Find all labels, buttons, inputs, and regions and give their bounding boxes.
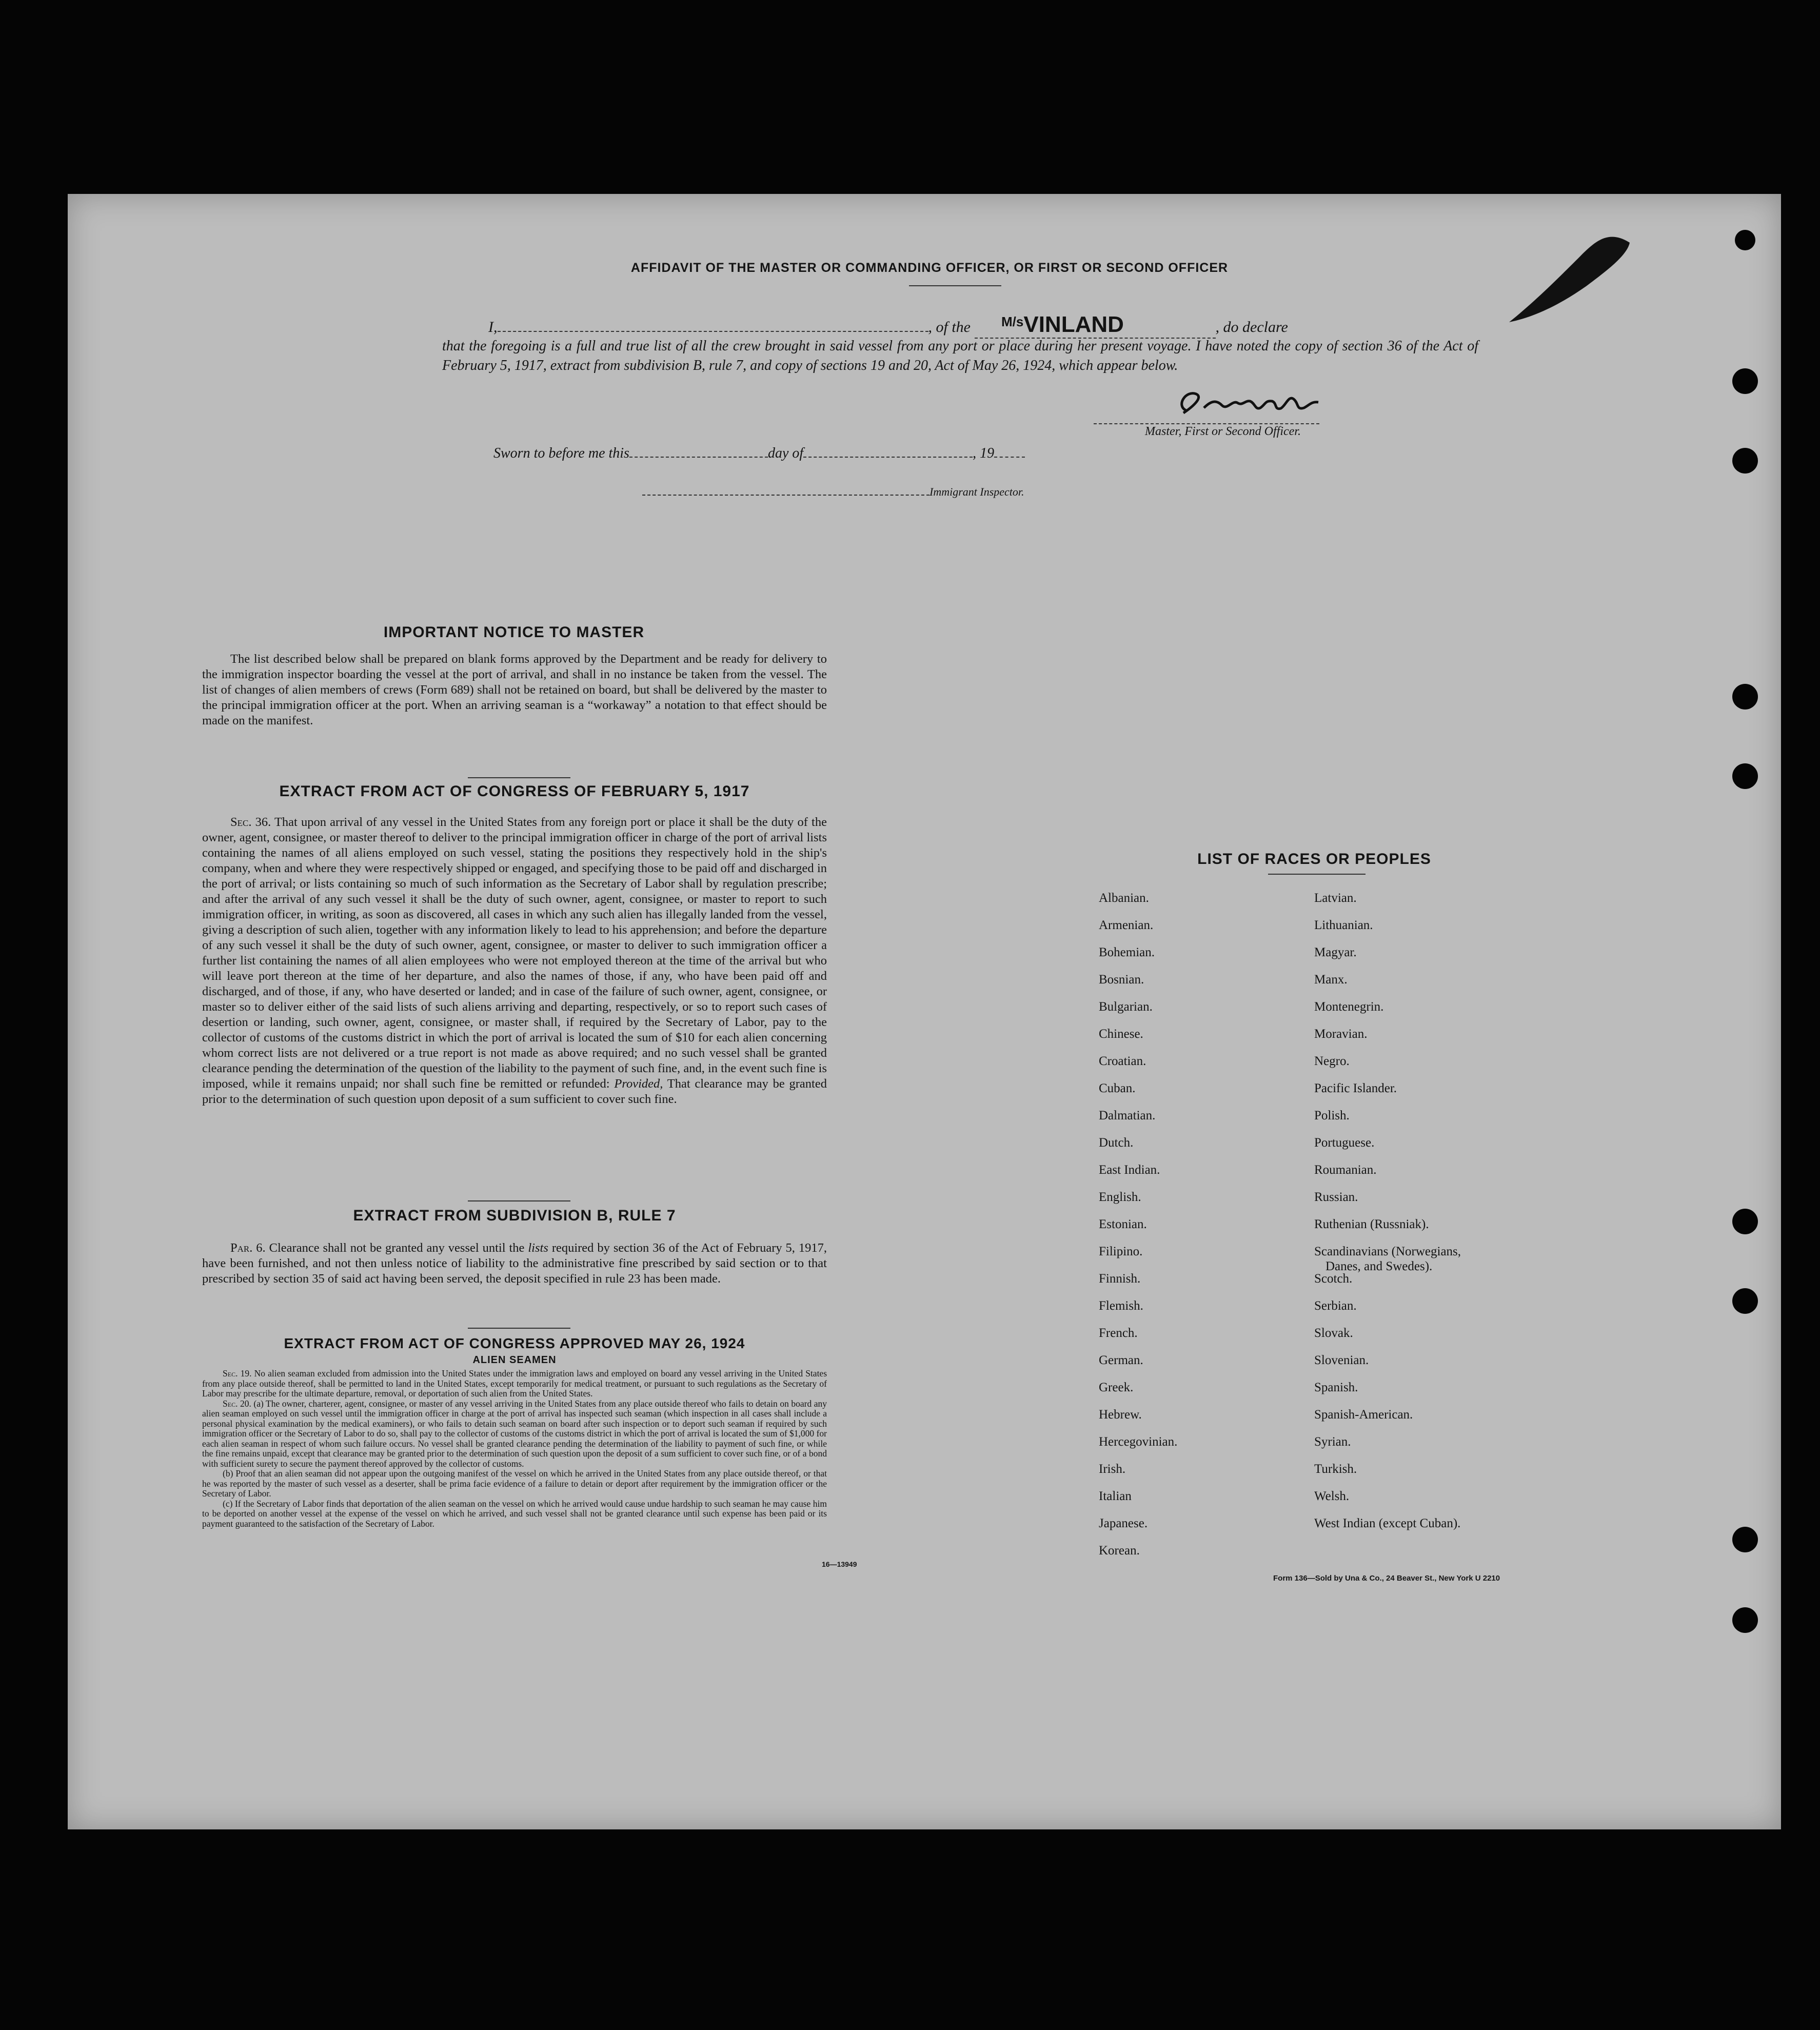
- notice-body: [202, 652, 827, 728]
- race-item: Chinese.: [1099, 1027, 1143, 1041]
- day-blank: [629, 457, 768, 458]
- race-item: Croatian.: [1099, 1054, 1146, 1068]
- punch-hole: [1732, 684, 1758, 709]
- extract-1917-body: [202, 815, 827, 1107]
- section-20-label: Sec. 20.: [223, 1398, 251, 1409]
- race-item: Hercegovinian.: [1099, 1435, 1178, 1449]
- race-item: Japanese.: [1099, 1516, 1148, 1530]
- sworn-year: , 19: [973, 445, 995, 461]
- race-item: Syrian.: [1314, 1435, 1351, 1449]
- form-note: Form 136—Sold by Una & Co., 24 Beaver St., New York U 2210: [1273, 1574, 1500, 1583]
- inspector-blank: [642, 495, 929, 496]
- page-code: 16—13949: [822, 1560, 857, 1568]
- divider: [1268, 874, 1366, 875]
- race-item: Portuguese.: [1314, 1136, 1375, 1150]
- race-item: Montenegrin.: [1314, 1000, 1384, 1014]
- month-blank: [803, 457, 973, 458]
- race-item: Estonian.: [1099, 1217, 1147, 1231]
- race-item: Flemish.: [1099, 1299, 1143, 1313]
- race-item: Irish.: [1099, 1462, 1126, 1476]
- race-item: Ruthenian (Russniak).: [1314, 1217, 1429, 1231]
- inspector-line: [642, 485, 1024, 499]
- punch-hole: [1732, 763, 1758, 789]
- extract-rule7-body: [202, 1240, 827, 1287]
- race-item: West Indian (except Cuban).: [1314, 1516, 1461, 1530]
- manifest-page: [68, 194, 1781, 1829]
- punch-hole: [1732, 368, 1758, 394]
- race-item: Spanish.: [1314, 1381, 1358, 1394]
- punch-hole: [1732, 1527, 1758, 1552]
- inspector-label: Immigrant Inspector.: [929, 485, 1024, 498]
- divider: [468, 1328, 570, 1329]
- race-item: Polish.: [1314, 1109, 1350, 1122]
- race-item: German.: [1099, 1353, 1143, 1367]
- divider: [468, 1200, 570, 1201]
- race-item: Manx.: [1314, 973, 1348, 987]
- race-item: Hebrew.: [1099, 1408, 1142, 1422]
- rule7-text-a: Clearance shall not be granted any vessel until the: [269, 1241, 525, 1255]
- race-item: Russian.: [1314, 1190, 1358, 1204]
- race-item: Finnish.: [1099, 1272, 1141, 1286]
- race-item: French.: [1099, 1326, 1138, 1340]
- race-item: Armenian.: [1099, 918, 1154, 932]
- race-item: Moravian.: [1314, 1027, 1368, 1041]
- affidavit-declaration-line: [488, 312, 1478, 339]
- notice-title: IMPORTANT NOTICE TO MASTER: [383, 624, 645, 641]
- race-item: Turkish.: [1314, 1462, 1357, 1476]
- rule7-text-b: required by section 36 of the Act of February 5, 1917, have been furnished, and not then unless notice of liability to the administrative fine prescribed by said section or to that prescribed by section 35 of said act having been served, the deposit specified in rule 23 has been made.: [202, 1241, 827, 1286]
- section-19-text: No alien seaman excluded from admission into the United States under the immigration laws and employed on board any vessel arriving in the United States from any place outside thereof, shall be permitted to land in the United States, except temporarily for medical treatment, or pursuant to such regulations as the Secretary of Labor may prescribe for the ultimate departure, removal, or deportation of such alien from the United States.: [202, 1368, 827, 1398]
- affidavit-body: that the foregoing is a full and true list of all the crew brought in said vessel from any port or place during her present voyage. I have noted the copy of section 36 of the Act of February 5, 1917, extract from subdivision B, rule 7, and copy of sections 19 and 20, Act of May 26, 1924, which appear below.: [442, 338, 1478, 373]
- name-blank: [498, 331, 928, 332]
- affidavit-declare: , do declare: [1215, 319, 1288, 336]
- races-title: LIST OF RACES OR PEOPLES: [1197, 851, 1431, 868]
- proviso-word: Provided,: [614, 1077, 663, 1091]
- punch-hole: [1732, 1288, 1758, 1314]
- notice-text: The list described below shall be prepared on blank forms approved by the Department and be ready for delivery to the immigration inspector boarding the vessel at the port of arrival, and shall in no instance be taken from the vessel. The list of changes of alien members of crews (Form 689) shall not be retained on board, but shall be delivered by the master to the principal immigration officer at the port. When an arriving seaman is a “workaway” a notation to that effect should be made on the manifest.: [202, 652, 827, 727]
- year-blank: [994, 457, 1025, 458]
- punch-hole: [1732, 1209, 1758, 1234]
- race-item: Roumanian.: [1314, 1163, 1377, 1177]
- proviso-text: That clearance may be granted prior to the determination of such question upon deposit of a sum sufficient to cover such fine.: [202, 1077, 827, 1106]
- race-item: Dalmatian.: [1099, 1109, 1156, 1122]
- affidavit-title: AFFIDAVIT OF THE MASTER OR COMMANDING OFFICER, OR FIRST OR SECOND OFFICER: [630, 261, 1229, 275]
- vessel-blank: [975, 312, 1216, 339]
- affidavit-of-the: , of the: [928, 319, 971, 336]
- signature: [1155, 385, 1514, 421]
- race-item: Lithuanian.: [1314, 918, 1373, 932]
- race-item: Filipino.: [1099, 1245, 1143, 1258]
- race-item: East Indian.: [1099, 1163, 1160, 1177]
- section-label: Sec. 36.: [230, 815, 271, 829]
- race-item: Serbian.: [1314, 1299, 1357, 1313]
- affidavit-i: I,: [488, 319, 498, 336]
- race-item: Pacific Islander.: [1314, 1081, 1397, 1095]
- race-item: Latvian.: [1314, 891, 1357, 905]
- alien-seamen-subtitle: ALIEN SEAMEN: [472, 1354, 557, 1366]
- race-item: Greek.: [1099, 1381, 1134, 1394]
- lists-word: lists: [528, 1241, 548, 1255]
- sworn-day-of: day of: [767, 445, 804, 461]
- extract-1924-title: EXTRACT FROM ACT OF CONGRESS APPROVED MAY 26, 1924: [284, 1335, 745, 1351]
- divider: [909, 285, 1001, 286]
- race-item: Bosnian.: [1099, 973, 1144, 987]
- race-item: Scandinavians (Norwegians,: [1314, 1245, 1461, 1258]
- punch-hole: [1732, 1607, 1758, 1633]
- race-item: Scotch.: [1314, 1272, 1353, 1286]
- section-20b: (b) Proof that an alien seaman did not appear upon the outgoing manifest of the vessel on which he arrived in the United States from any place outside thereof, or that he was reported by the master of such vessel as a deserter, shall be prima facie evidence of a failure to detain or deport after requirement by the immigration officer or the Secretary of Labor.: [202, 1468, 827, 1499]
- extract-rule7-title: EXTRACT FROM SUBDIVISION B, RULE 7: [353, 1207, 676, 1224]
- race-item: Magyar.: [1314, 945, 1357, 959]
- sworn-line: [493, 445, 1025, 462]
- race-item: Slovenian.: [1314, 1353, 1369, 1367]
- section-19-label: Sec. 19.: [223, 1368, 252, 1378]
- signer-label: Master, First or Second Officer.: [1145, 425, 1301, 438]
- paragraph-label: Par. 6.: [230, 1241, 266, 1255]
- signature-line: [1094, 423, 1319, 424]
- extract-1917-title: EXTRACT FROM ACT OF CONGRESS OF FEBRUARY 5, 1917: [279, 783, 750, 800]
- section-20a-text: (a) The owner, charterer, agent, consignee, or master of any vessel arriving in the United States from any place outside thereof who fails to detain on board any alien seaman employed on such vessel until the immigration officer in charge at the port of arrival has inspected such seaman (which inspection in all cases shall include a personal physical examination by the medical examiners), or who fails to detain such seaman on board after such inspection or to deport such seaman if required by such immigration officer or the Secretary of Labor to do so, shall pay to the collector of customs of the customs district in which the port of arrival is located the sum of $1,000 for each alien seaman in respect of whom such failure occurs. No vessel shall be granted clearance pending the determination of the liability to payment of such fine, or while the fine remains unpaid, except that clearance may be granted prior to the determination of such question upon the deposit of a sum sufficient to cover such fine, or of a bond with sufficient surety to secure the payment thereof approved by the collector of customs.: [202, 1398, 827, 1469]
- race-item: Slovak.: [1314, 1326, 1353, 1340]
- race-item: English.: [1099, 1190, 1141, 1204]
- sworn-prefix: Sworn to before me this: [493, 445, 629, 461]
- extract-1924-body: [202, 1369, 827, 1529]
- race-item: Negro.: [1314, 1054, 1350, 1068]
- punch-hole: [1732, 448, 1758, 474]
- race-item: Spanish-American.: [1314, 1408, 1413, 1422]
- divider: [468, 777, 570, 778]
- race-item: Dutch.: [1099, 1136, 1134, 1150]
- race-item: Danes, and Swedes).: [1326, 1259, 1433, 1273]
- race-item: Italian: [1099, 1489, 1132, 1503]
- race-item: Cuban.: [1099, 1081, 1136, 1095]
- section-19: [202, 1369, 827, 1399]
- vessel-prefix: M/s: [1001, 314, 1024, 329]
- race-item: Bohemian.: [1099, 945, 1155, 959]
- section-36-text: That upon arrival of any vessel in the United States from any foreign port or place it shall be the duty of the owner, agent, consignee, or master thereof to deliver to the principal immigration officer in charge of the port of arrival lists containing the names of all aliens employed on such vessel, stating the positions they respectively hold in the ship's company, when and where they were respectively shipped or engaged, and specifying those to be paid off and discharged in the port of arrival; or lists containing so much of such information as the Secretary of Labor shall by regulation prescribe; and after the arrival of any such vessel it shall be the duty of such owner, agent, consignee, or master to report to such immigration officer, in writing, as soon as discovered, all cases in which any such alien has illegally landed from the vessel, giving a description of such alien, together with any information likely to lead to his apprehension; and before the departure of any such vessel it shall be the duty of such owner, agent, consignee, or master to deliver to such immigration officer a further list containing the names of all alien employees who were not employed thereon at the time of the arrival but who will leave port thereon at the time of her departure, and also the names of those, if any, who have been paid off and discharged, and of those, if any, who have deserted or landed; and in case of the failure of such owner, agent, consignee, or master so to deliver either of the said lists of such aliens arriving and departing, respectively, or so to report such cases of desertion or landing, such owner, agent, consignee, or master shall, if required by the Secretary of Labor, pay to the collector of customs of the customs district in which the port of arrival is located the sum of $10 for each alien concerning whom correct lists are not delivered or a true report is not made as above required; and no such vessel shall be granted clearance pending the determination of the question of the liability to the payment of such fine, and, in the event such fine is imposed, while it remains unpaid; nor shall such fine be remitted or refunded:: [202, 815, 827, 1091]
- punch-hole: [1735, 230, 1755, 250]
- race-item: Albanian.: [1099, 891, 1149, 905]
- vessel-name: VINLAND: [1023, 312, 1124, 337]
- section-20a: [202, 1399, 827, 1469]
- race-item: Bulgarian.: [1099, 1000, 1153, 1014]
- race-item: Welsh.: [1314, 1489, 1350, 1503]
- section-20c: (c) If the Secretary of Labor finds that deportation of the alien seaman on the vessel on which he arrived would cause undue hardship to such seaman he may cause him to be deported on another vessel at the expense of the vessel on which he arrived, and such vessel shall not be granted clearance until such expense has been paid or its payment guaranteed to the satisfaction of the Secretary of Labor.: [202, 1498, 827, 1529]
- torn-corner-mark: [1504, 214, 1637, 327]
- race-item: Korean.: [1099, 1544, 1140, 1558]
